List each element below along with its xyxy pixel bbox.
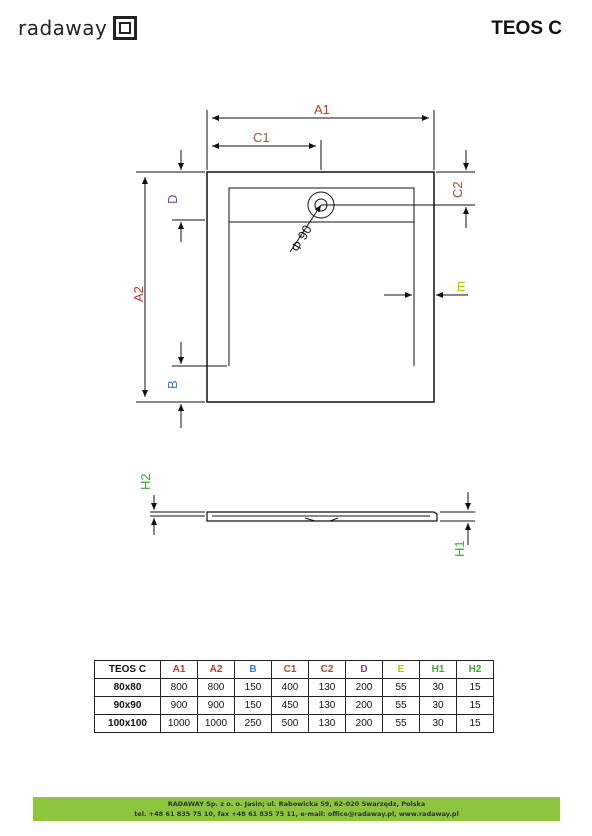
table-header: B (235, 661, 272, 679)
table-row (95, 697, 494, 715)
table-cell: 90x90 (95, 697, 161, 715)
table-header: A1 (161, 661, 198, 679)
table-cell: 150 (235, 679, 272, 697)
table-cell: 200 (346, 697, 383, 715)
label-C1: C1 (253, 130, 270, 145)
label-D: D (165, 194, 180, 204)
table-cell: 100x100 (95, 715, 161, 733)
table-cell: 250 (235, 715, 272, 733)
label-E: E (457, 279, 466, 294)
table-cell: 200 (346, 715, 383, 733)
footer-contact-info: tel. +48 61 835 75 10, fax +48 61 835 75 11, e-mail: office@radaway.pl, www.radaway.pl (134, 810, 459, 818)
label-H1: H1 (452, 540, 467, 557)
table-cell: 800 (161, 679, 198, 697)
table-cell: 1000 (198, 715, 235, 733)
table-cell: 30 (420, 697, 457, 715)
table-cell: 15 (457, 715, 494, 733)
table-header: TEOS C (95, 661, 161, 679)
label-drain: Φ 90 (287, 222, 315, 255)
table-cell: 55 (383, 715, 420, 733)
table-row (95, 715, 494, 733)
dimensions-table (94, 660, 494, 733)
table-header: H1 (420, 661, 457, 679)
table-header-row (95, 661, 494, 679)
brand-name: radaway (18, 16, 108, 40)
table-cell: 900 (161, 697, 198, 715)
table-header: D (346, 661, 383, 679)
table-cell: 400 (272, 679, 309, 697)
table-cell: 1000 (161, 715, 198, 733)
label-B: B (165, 380, 180, 389)
table-cell: 55 (383, 697, 420, 715)
table-cell: 900 (198, 697, 235, 715)
label-H2: H2 (138, 473, 153, 490)
table-cell: 500 (272, 715, 309, 733)
table-cell: 55 (383, 679, 420, 697)
table-cell: 800 (198, 679, 235, 697)
table-row (95, 679, 494, 697)
label-C2: C2 (450, 181, 465, 198)
table-cell: 450 (272, 697, 309, 715)
table-header: C2 (309, 661, 346, 679)
table-header: E (383, 661, 420, 679)
table-header: H2 (457, 661, 494, 679)
footer-address: RADAWAY Sp. z o. o. Jasin; ul. Rabowicka 59, 62-020 Swarzędz, Polska (167, 800, 426, 808)
model-title: TEOS C (491, 18, 562, 39)
table-cell: 130 (309, 715, 346, 733)
table-cell: 30 (420, 715, 457, 733)
table-cell: 80x80 (95, 679, 161, 697)
label-A2: A2 (131, 286, 146, 302)
table-cell: 15 (457, 697, 494, 715)
table-cell: 15 (457, 679, 494, 697)
table-header: A2 (198, 661, 235, 679)
table-cell: 130 (309, 679, 346, 697)
table-cell: 150 (235, 697, 272, 715)
table-cell: 200 (346, 679, 383, 697)
label-A1: A1 (314, 102, 330, 117)
footer-contact (33, 797, 560, 821)
table-cell: 30 (420, 679, 457, 697)
table-cell: 130 (309, 697, 346, 715)
table-header: C1 (272, 661, 309, 679)
